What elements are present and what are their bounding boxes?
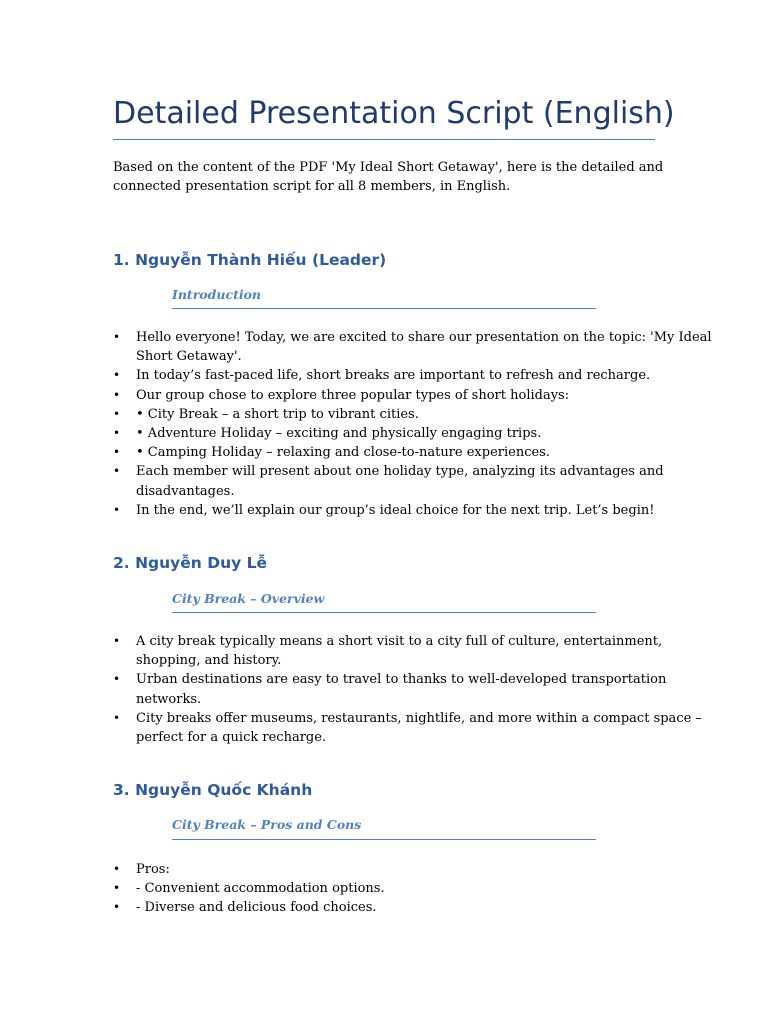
- list-item: [113, 860, 673, 879]
- section-subheading: Introduction: [172, 287, 262, 302]
- bullet-marker: •: [113, 387, 121, 402]
- bullet-marker: •: [113, 330, 121, 344]
- intro-line: Based on the content of the PDF 'My Ideal Short Getaway', here is the detailed and: [113, 160, 664, 175]
- subheading-underline: [172, 308, 596, 309]
- list-item-text: - Diverse and delicious food choices.: [136, 900, 377, 916]
- bullet-marker: •: [113, 900, 121, 915]
- list-item: [113, 328, 712, 366]
- list-item-text: • Camping Holiday – relaxing and close-to-nature experiences.: [136, 445, 550, 461]
- bullet-marker: •: [113, 445, 121, 460]
- bullet-marker: •: [113, 464, 121, 479]
- list-item: [113, 898, 673, 917]
- intro-line: connected presentation script for all 8 members, in English.: [113, 179, 511, 194]
- list-item-text: Each member will present about one holiday type, analyzing its advantages and: [136, 464, 664, 480]
- list-item: [113, 386, 673, 405]
- list-item-text: • City Break – a short trip to vibrant cities.: [136, 406, 419, 422]
- list-item: [113, 670, 673, 708]
- bullet-marker: •: [113, 672, 121, 687]
- bullet-marker: •: [113, 862, 121, 876]
- list-item-text: perfect for a quick recharge.: [136, 730, 327, 746]
- section-heading: 1. Nguyễn Thành Hiếu (Leader): [113, 251, 387, 269]
- bullet-list: [113, 328, 712, 520]
- bullet-marker: •: [113, 502, 121, 517]
- subheading-underline: [172, 839, 596, 840]
- list-item: [113, 443, 673, 462]
- list-item: [113, 501, 673, 520]
- list-item-text: networks.: [136, 691, 202, 707]
- list-item: [113, 366, 673, 385]
- section-subheading: City Break – Overview: [172, 591, 325, 606]
- list-item-text: Urban destinations are easy to travel to thanks to well-developed transportation: [136, 672, 667, 688]
- bullet-marker: •: [113, 406, 121, 421]
- title-underline: [113, 139, 655, 140]
- bullet-marker: •: [113, 368, 121, 383]
- list-item: [113, 709, 702, 747]
- bullet-marker: •: [113, 881, 121, 896]
- list-item-text: shopping, and history.: [136, 653, 282, 669]
- section-subheading: City Break – Pros and Cons: [172, 817, 362, 832]
- bullet-marker: •: [113, 426, 121, 441]
- list-item: [113, 424, 673, 443]
- list-item-text: City breaks offer museums, restaurants, nightlife, and more within a compact space –: [136, 710, 702, 726]
- list-item-text: In the end, we’ll explain our group’s ideal choice for the next trip. Let’s begin!: [136, 502, 655, 518]
- bullet-marker: •: [113, 634, 121, 648]
- list-item-text: • Adventure Holiday – exciting and physically engaging trips.: [136, 426, 542, 442]
- list-item-text: Short Getaway'.: [136, 349, 242, 365]
- bullet-list: [113, 632, 702, 747]
- intro-paragraph: [113, 158, 673, 196]
- list-item: [113, 462, 673, 500]
- list-item-text: - Convenient accommodation options.: [136, 881, 385, 897]
- list-item: [113, 405, 673, 424]
- section-heading: 3. Nguyễn Quốc Khánh: [113, 781, 313, 799]
- bullet-list: [113, 860, 673, 918]
- section-heading: 2. Nguyễn Duy Lễ: [113, 554, 268, 572]
- list-item-text: disadvantages.: [136, 483, 235, 499]
- subheading-underline: [172, 612, 596, 613]
- list-item: [113, 879, 673, 898]
- list-item-text: Our group chose to explore three popular types of short holidays:: [136, 387, 570, 403]
- list-item-text: A city break typically means a short visit to a city full of culture, entertainment,: [136, 634, 663, 649]
- bullet-marker: •: [113, 710, 121, 725]
- list-item-text: Hello everyone! Today, we are excited to share our presentation on the topic: 'My Ideal: [136, 330, 712, 345]
- list-item-text: In today’s fast-paced life, short breaks are important to refresh and recharge.: [136, 368, 651, 384]
- list-item-text: Pros:: [136, 862, 170, 877]
- list-item: [113, 632, 673, 670]
- page-title: Detailed Presentation Script (English): [113, 96, 675, 131]
